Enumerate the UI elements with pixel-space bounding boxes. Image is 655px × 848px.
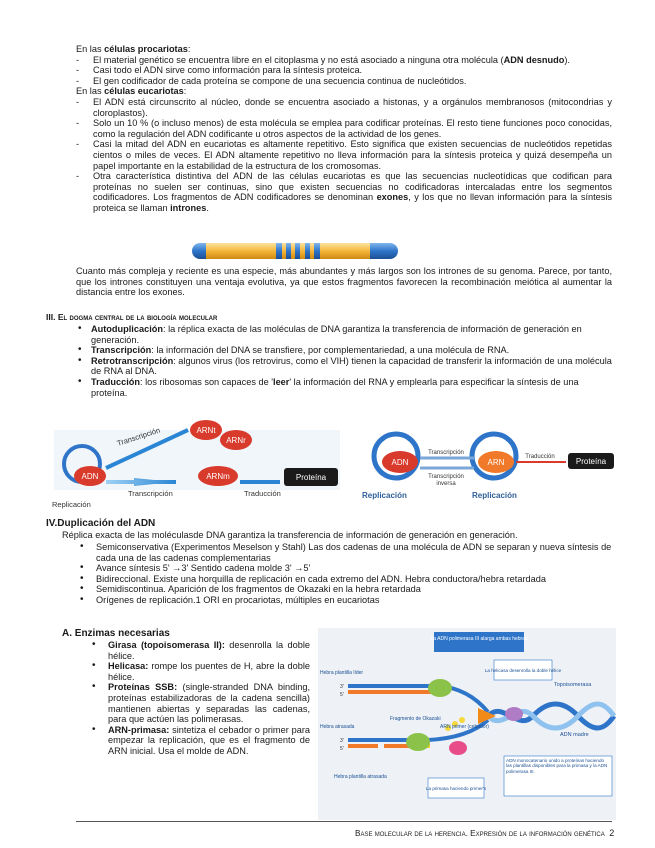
proteina-label: Proteína <box>575 457 607 466</box>
transcription-top-label: Transcripción <box>115 425 162 448</box>
transcription-bottom-label: Transcripción <box>128 489 173 498</box>
list-item: - El material genético se encuentra libre en el citoplasma y no está asociado a ninguna otra molécula (ADN desnudo). <box>76 55 612 66</box>
primase-shape <box>449 741 467 755</box>
ssb-protein <box>459 717 465 723</box>
single-strand-label <box>506 758 610 796</box>
list-item: - Casi todo el ADN sirve como información para la síntesis proteica. <box>76 65 612 76</box>
arrow-body <box>106 480 176 484</box>
list-item: • Girasa (topoisomerasa II): desenrolla la doble hélice. <box>88 640 310 661</box>
duplication-list <box>76 542 612 606</box>
intrones-paragraph: Cuanto más compleja y reciente es una especie, más abundantes y más largos son los intrones de su genoma. Parece, por tanto, que los intrones constituyen una ventaja evolutiva, ya que estos fragmentos favorecen la recombinación meiótica al aumentar la distancia entre los exones. <box>76 266 612 298</box>
adn-label: ADN <box>81 472 99 481</box>
arnt-label: ARNt <box>196 426 216 435</box>
topoisomerase-shape <box>505 707 523 721</box>
list-item: • Retrotranscripción: algunos virus (los retrovirus, como el VIH) tienen la capacidad de transferir la información de una molécula de RNA al DNA. <box>76 356 612 377</box>
list-item: • Autoduplicación: la réplica exacta de las moléculas de DNA garantiza la transferencia de información de generación en generación. <box>76 324 612 345</box>
primer-label: ARN primer (cebador) <box>440 724 489 730</box>
lagging-template-label: Hebra plantilla atrasada <box>334 774 387 780</box>
list-item: - Casi la mitad del ADN en eucariotas es altamente repetitivo. Esto significa que existen secuencias de nucleótidos repetidas cientos o miles de veces. El ADN altamente repetitivo no lleva información para la síntesis proteica y quizá desempeña un papel importante en la estabilidad de la estructura de los cromosomas. <box>76 139 612 171</box>
list-item: - El gen codificador de cada proteína se compone de una secuencia continua de nucleótidos. <box>76 76 612 87</box>
dogma-list <box>76 324 612 398</box>
page-footer <box>355 828 614 838</box>
list-item: - Otra característica distintiva del ADN de las células eucariotas es que las secuencias nucleotídicas que codifican para proteínas no suelen ser continuas, sino que existen secuencias no codificadoras intercaladas entre los segmentos codificadores. Los fragmentos de ADN codificadores se denominan exones, y los que no llevan información para la síntesis proteica se llaman intrones. <box>76 171 612 213</box>
dna-polymerase-iii-leading <box>428 679 452 697</box>
list-item: • Semiconservativa (Experimentos Meselson y Stahl) Las dos cadenas de una molécula de ADN se separan y nueva síntesis de cada una de las cadenas complementarias <box>76 542 612 563</box>
intron-segment <box>310 243 314 259</box>
list-item: • Semidiscontinua. Aparición de los fragmentos de Okazaki en la hebra retardada <box>76 584 612 595</box>
footer-title: Base molecular de la herencia. Expresión de la información genética <box>355 829 605 838</box>
arn-label: ARN <box>487 458 505 467</box>
reverse-transcription-label-1: Transcripción <box>428 474 464 480</box>
strand-end-3: 3' <box>340 738 344 744</box>
single-strand-text: ADN monocatenario unido a proteínas haciendo las plantillas disponibles para la primasa y la ADN polimerasa III. <box>506 758 608 774</box>
exon-intron-illustration <box>190 240 400 262</box>
reverse-transcription-label-2: inversa <box>436 481 456 487</box>
enzymes-list <box>88 640 310 757</box>
procariotas-section <box>76 44 612 214</box>
list-item: • Proteínas SSB: (single-stranded DNA binding, proteínas estabilizadoras de la cadena sencilla) mantienen abiertas y separadas las cadenas, para que actúen las polimerasas. <box>88 682 310 724</box>
helicase-label: La helicasa desenrolla la doble hélice <box>484 668 562 673</box>
lagging-strand-label: Hebra atrasada <box>320 724 355 730</box>
intron-segment <box>291 243 295 259</box>
section-4-intro: Réplica exacta de las moléculasde DNA garantiza la transferencia de información de generación en generación. <box>62 530 518 540</box>
replication-label: Replicación <box>52 500 91 509</box>
replication-fork-figure <box>318 628 616 820</box>
page-number: 2 <box>609 828 615 838</box>
replication-label-2: Replicación <box>472 491 517 500</box>
arnm-label: ARNm <box>206 472 230 481</box>
translation-label: Traducción <box>525 454 555 460</box>
strand-end-5: 5' <box>340 692 344 698</box>
transcription-label: Transcripción <box>428 450 464 456</box>
list-item: • ARN-primasa: sintetiza el cebador o primer para empezar la replicación, que es el fragmento de ARN inicial. Usa el molde de ADN. <box>88 725 310 757</box>
list-item: • Avance síntesis 5' →3' Sentido cadena molde 3' →5' <box>76 563 612 574</box>
topoisomerase-label: Topoisomerasa <box>554 682 592 688</box>
procariotas-list <box>76 55 612 87</box>
eucariotas-list <box>76 97 612 214</box>
list-item: • Bidireccional. Existe una horquilla de replicación en cada extremo del ADN. Hebra conductora/hebra retardada <box>76 574 612 585</box>
section-4-heading: IV.Duplicación del ADN <box>46 518 156 529</box>
list-item: • Orígenes de replicación.1 ORI en procariotas, múltiples en eucariotas <box>76 595 612 606</box>
proteina-label: Proteína <box>295 473 327 482</box>
list-item: • Transcripción: la información del DNA se transfiere, por complementariedad, a una molécula de RNA. <box>76 345 612 356</box>
okazaki-label: Fragmento de Okazaki <box>390 716 441 722</box>
translation-label: Traducción <box>244 489 281 498</box>
intron-segment <box>320 243 370 259</box>
list-item: • Helicasa: rompe los puentes de H, abre la doble hélice. <box>88 661 310 682</box>
dogma-diagram-left <box>48 410 348 510</box>
parent-dna-label: ADN madre <box>560 732 589 738</box>
intron-segment <box>206 243 276 259</box>
primase-label: La primasa haciendo primer's <box>425 786 487 791</box>
arnr-label: ARNr <box>226 436 246 445</box>
label-box <box>434 632 524 652</box>
procariotas-intro: En las células procariotas: <box>76 44 191 54</box>
polymerase-iii-label: La ADN polimerasa III alarga ambas hebras <box>430 636 528 642</box>
list-item: • Traducción: los ribosomas son capaces de 'leer' la información del RNA y emplearla para especificar la síntesis de una proteína. <box>76 377 612 398</box>
intron-segment <box>300 243 305 259</box>
list-item: - Solo un 10 % (o incluso menos) de esta molécula se emplea para codificar proteínas. El resto tiene funciones poco conocidas, como la regulación del ADN codificante u otros aspectos de la actividad de los genes. <box>76 118 612 139</box>
dna-polymerase-iii-lagging <box>406 733 430 751</box>
footer-rule <box>76 821 612 822</box>
replication-label-1: Replicación <box>362 491 407 500</box>
strand-end-3: 3' <box>340 684 344 690</box>
eucariotas-intro: En las células eucariotas: <box>76 86 187 97</box>
section-a-heading: A. Enzimas necesarias <box>62 628 170 639</box>
section-3-heading: III. El dogma central de la biología molecular <box>46 312 218 322</box>
list-item: - El ADN está circunscrito al núcleo, donde se encuentra asociado a histonas, y a orgánulos membranosos (mitocondrias y cloroplastos). <box>76 97 612 118</box>
leading-template-label: Hebra plantilla líder <box>320 670 364 676</box>
intron-segment <box>282 243 286 259</box>
dogma-diagram-right <box>360 420 616 502</box>
adn-label: ADN <box>391 458 409 467</box>
strand-end-5: 5' <box>340 746 344 752</box>
